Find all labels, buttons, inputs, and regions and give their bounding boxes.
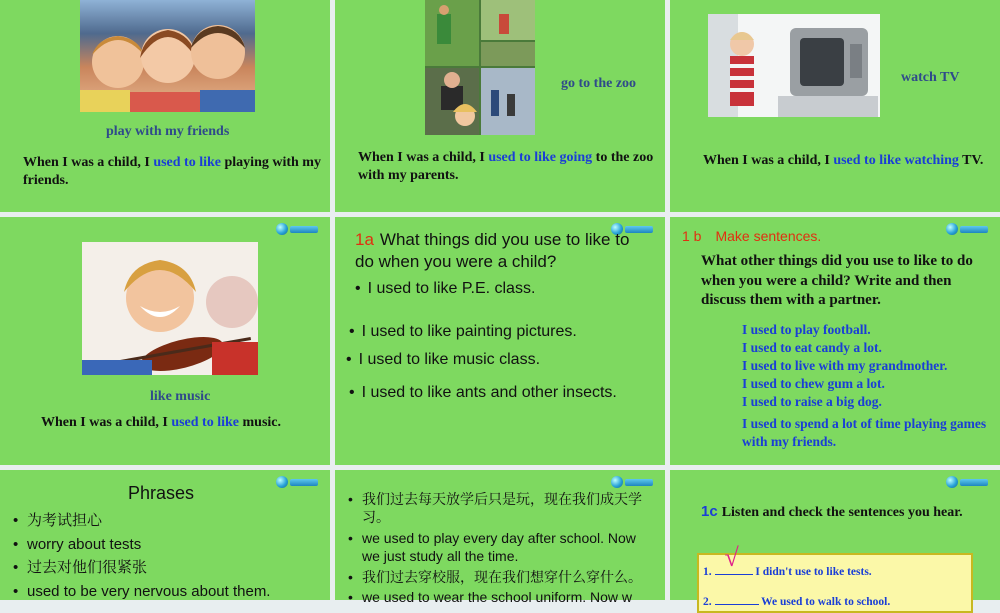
phrase-item: • 过去对他们很紧张 xyxy=(27,559,147,577)
sentence-suffix: playing with my friends. xyxy=(23,155,321,188)
check-mark-icon: √ xyxy=(724,543,739,572)
slide4-sentence xyxy=(41,414,326,432)
slide2-sentence xyxy=(358,149,658,185)
translation-item: • 我们过去每天放学后只是玩，现在我们成天学习。 xyxy=(362,490,647,526)
slide-watch-tv[interactable] xyxy=(670,0,1000,212)
slide-phrases[interactable] xyxy=(0,470,330,600)
exercise-1c-heading xyxy=(701,503,963,521)
slide3-caption: watch TV xyxy=(901,70,960,85)
slide1-sentence xyxy=(23,154,323,190)
sentence-suffix: to the zoo with my parents. xyxy=(358,150,654,183)
answer-blank[interactable] xyxy=(715,592,759,605)
zoo-collage-photo xyxy=(425,0,535,135)
sentence-prefix: When I was a child, I xyxy=(23,155,154,170)
slide-1a-question[interactable] xyxy=(335,217,665,465)
sentence-prefix: When I was a child, I xyxy=(358,150,489,165)
row-text: I didn't use to like tests. xyxy=(755,566,872,578)
phrases-title: Phrases xyxy=(128,483,195,503)
slide2-caption: go to the zoo xyxy=(561,76,637,91)
sentence-prefix: When I was a child, I xyxy=(41,415,172,430)
sentence-suffix: music. xyxy=(239,415,281,430)
answer-bullet: • I used to like painting pictures. xyxy=(349,323,577,341)
row-number: 2. xyxy=(703,596,712,608)
answer-bullet: • I used to like music class. xyxy=(346,351,540,369)
example-sentence: I used to chew gum a lot. xyxy=(742,376,885,391)
exercise-heading xyxy=(682,228,821,244)
slide3-sentence xyxy=(703,152,993,170)
phrase-item: • used to be very nervous about them. xyxy=(27,583,270,601)
slide4-caption: like music xyxy=(150,389,211,404)
sentence-highlight: used to like going xyxy=(488,150,593,165)
sentence-highlight: used to like xyxy=(171,415,239,430)
slide-1b-make-sentences[interactable] xyxy=(670,217,1000,465)
slide1-caption: play with my friends xyxy=(106,124,230,139)
exercise-instruction: Listen and check the sentences you hear. xyxy=(721,505,963,520)
example-sentence: I used to spend a lot of time playing games with my friends. xyxy=(742,416,987,449)
exercise-instruction: What other things did you use to like to do when you were a child? Write and then discuss them with a partner. xyxy=(701,253,973,308)
slide-1c-listen[interactable] xyxy=(670,470,1000,608)
slide-like-music[interactable] xyxy=(0,217,330,465)
boy-violin-photo xyxy=(82,242,258,375)
publisher-logo-icon xyxy=(946,222,990,236)
translation-item: • we used to wear the school uniform. Now w xyxy=(362,588,657,606)
phrase-item: • 为考试担心 xyxy=(27,512,102,530)
answer-row[interactable] xyxy=(703,543,872,578)
sentence-highlight: used to like watching xyxy=(833,153,959,168)
slide-translations[interactable] xyxy=(335,470,665,605)
row-number: 1. xyxy=(703,566,712,578)
exercise-number: 1 b xyxy=(682,228,702,244)
answer-sheet xyxy=(697,543,973,613)
question-text: What things did you use to like to do when you were a child? xyxy=(355,230,630,271)
example-sentence: I used to eat candy a lot. xyxy=(742,340,882,355)
example-sentence: I used to play football. xyxy=(742,322,871,337)
question-1a xyxy=(355,229,650,273)
publisher-logo-icon xyxy=(611,475,655,489)
example-sentence: I used to live with my grandmother. xyxy=(742,358,948,373)
children-photo xyxy=(80,0,255,112)
row-text: We used to walk to school. xyxy=(761,596,891,608)
answer-bullet: • I used to like P.E. class. xyxy=(355,280,535,298)
slide-go-to-zoo[interactable] xyxy=(335,0,665,212)
phrase-item: • worry about tests xyxy=(27,536,141,554)
translation-item: • we used to play every day after school. Now we just study all the time. xyxy=(362,529,652,565)
exercise-number: 1c xyxy=(701,503,718,520)
answer-row[interactable] xyxy=(703,592,890,608)
slide-play-with-friends[interactable] xyxy=(0,0,330,212)
example-sentence: I used to raise a big dog. xyxy=(742,394,882,409)
question-number: 1a xyxy=(355,230,374,249)
publisher-logo-icon xyxy=(276,222,320,236)
sentence-suffix: TV. xyxy=(958,153,984,168)
translation-item: • 我们过去穿校服，现在我们想穿什么穿什么。 xyxy=(362,568,657,586)
publisher-logo-icon xyxy=(276,475,320,489)
sentence-prefix: When I was a child, I xyxy=(703,153,834,168)
sentence-highlight: used to like xyxy=(153,155,221,170)
answer-blank[interactable] xyxy=(715,543,753,575)
girl-tv-photo xyxy=(708,14,880,117)
exercise-title: Make sentences. xyxy=(715,228,822,244)
answer-bullet: • I used to like ants and other insects. xyxy=(349,384,617,402)
publisher-logo-icon xyxy=(946,475,990,489)
